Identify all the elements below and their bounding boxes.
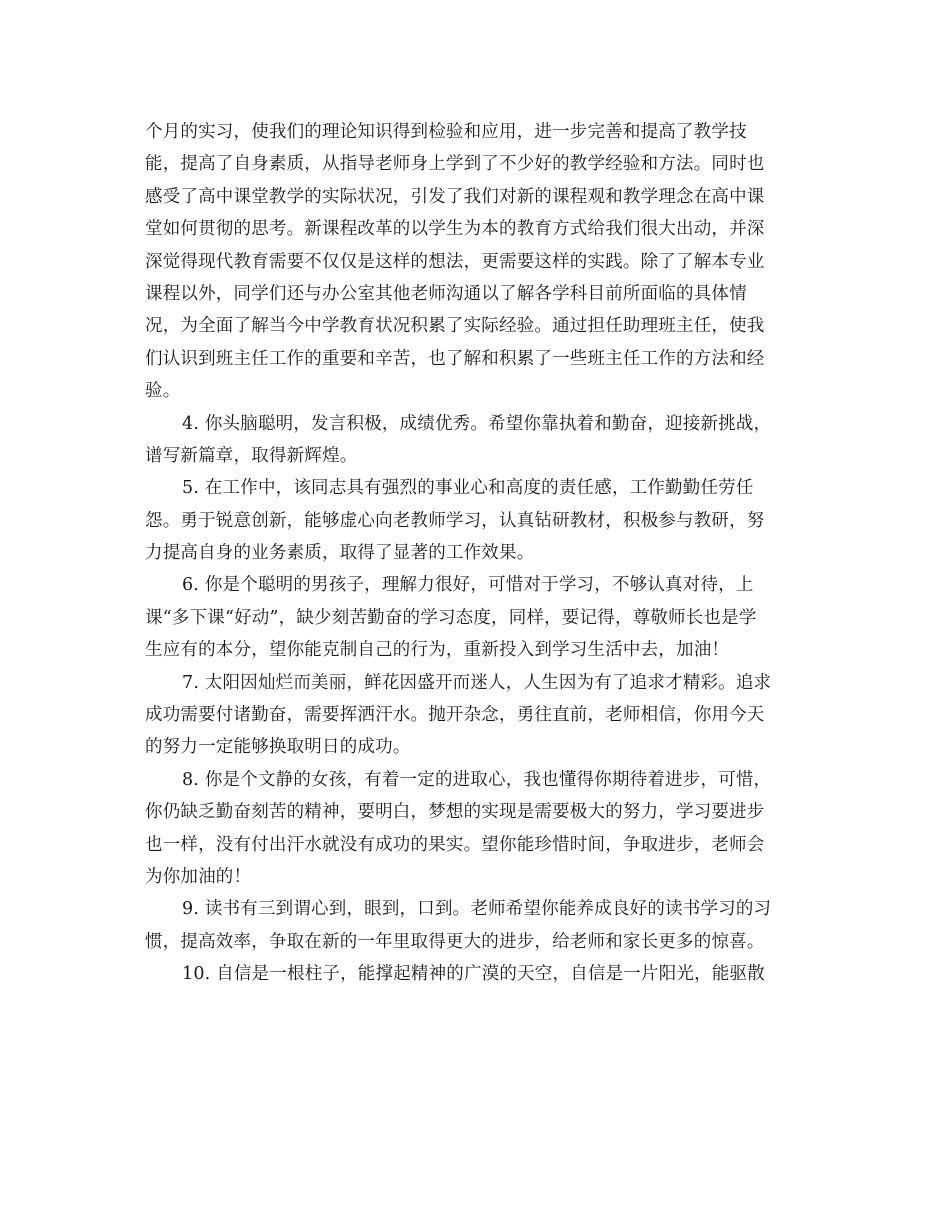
text-line: 况，为全面了解当今中学教育状况积累了实际经验。通过担任助理班主任，使我 (145, 316, 765, 337)
text-line: 成功需要付诸勤奋，需要挥洒汗水。抛开杂念，勇往直前，老师相信，你用今天 (145, 705, 765, 726)
text-line: 感受了高中课堂教学的实际状况，引发了我们对新的课程观和教学理念在高中课 (145, 186, 765, 207)
text-line: 也一样，没有付出汗水就没有成功的果实。望你能珍惜时间，争取进步，老师会 (145, 834, 765, 855)
text-line: 你仍缺乏勤奋刻苦的精神，要明白，梦想的实现是需要极大的努力，学习要进步 (145, 802, 765, 823)
text-line: 个月的实习，使我们的理论知识得到检验和应用，进一步完善和提高了教学技 (145, 122, 747, 142)
text-line: 10. 自信是一根柱子，能撑起精神的广漠的天空，自信是一片阳光，能驱散 (182, 964, 765, 985)
text-line: 为你加油的！ (145, 866, 252, 887)
text-line: 9. 读书有三到谓心到，眼到，口到。老师希望你能养成良好的读书学习的习 (182, 899, 772, 920)
text-line: 6. 你是个聪明的男孩子，理解力很好，可惜对于学习，不够认真对待，上 (182, 575, 754, 596)
text-line: 的努力一定能够换取明日的成功。 (145, 737, 411, 758)
text-line: 堂如何贯彻的思考。新课程改革的以学生为本的教育方式给我们很大出动，并深 (145, 219, 765, 240)
text-line: 怨。勇于锐意创新，能够虚心向老教师学习，认真钻研教材，积极参与教研，努 (145, 510, 765, 531)
text-line: 生应有的本分，望你能克制自己的行为，重新投入到学习生活中去，加油！ (145, 640, 730, 661)
text-line: 5. 在工作中，该同志具有强烈的事业心和高度的责任感，工作勤勤任劳任 (182, 478, 754, 499)
text-line: 力提高自身的业务素质，取得了显著的工作效果。 (145, 543, 535, 564)
text-line: 课“多下课“好动”，缺少刻苦勤奋的学习态度，同样，要记得，尊敬师长也是学 (145, 607, 757, 628)
text-line: 谱写新篇章，取得新辉煌。 (145, 445, 358, 466)
text-line: 们认识到班主任工作的重要和辛苦，也了解和积累了一些班主任工作的方法和经 (145, 348, 765, 369)
text-line: 7. 太阳因灿烂而美丽，鲜花因盛开而迷人，人生因为有了追求才精彩。追求 (182, 672, 772, 693)
text-line: 验。 (145, 381, 181, 402)
text-line: 深觉得现代教育需要不仅仅是这样的想法，更需要这样的实践。除了了解本专业 (145, 251, 765, 272)
document-body (145, 116, 810, 991)
text-line: 4. 你头脑聪明，发言积极，成绩优秀。希望你靠执着和勤奋，迎接新挑战， (182, 413, 772, 434)
text-line: 能，提高了自身素质，从指导老师身上学到了不少好的教学经验和方法。同时也 (145, 154, 765, 175)
text-line: 8. 你是个文静的女孩，有着一定的进取心，我也懂得你期待着进步，可惜， (182, 769, 772, 790)
text-line: 惯，提高效率，争取在新的一年里取得更大的进步，给老师和家长更多的惊喜。 (145, 931, 765, 952)
text-line: 课程以外，同学们还与办公室其他老师沟通以了解各学科目前所面临的具体情 (145, 283, 747, 304)
